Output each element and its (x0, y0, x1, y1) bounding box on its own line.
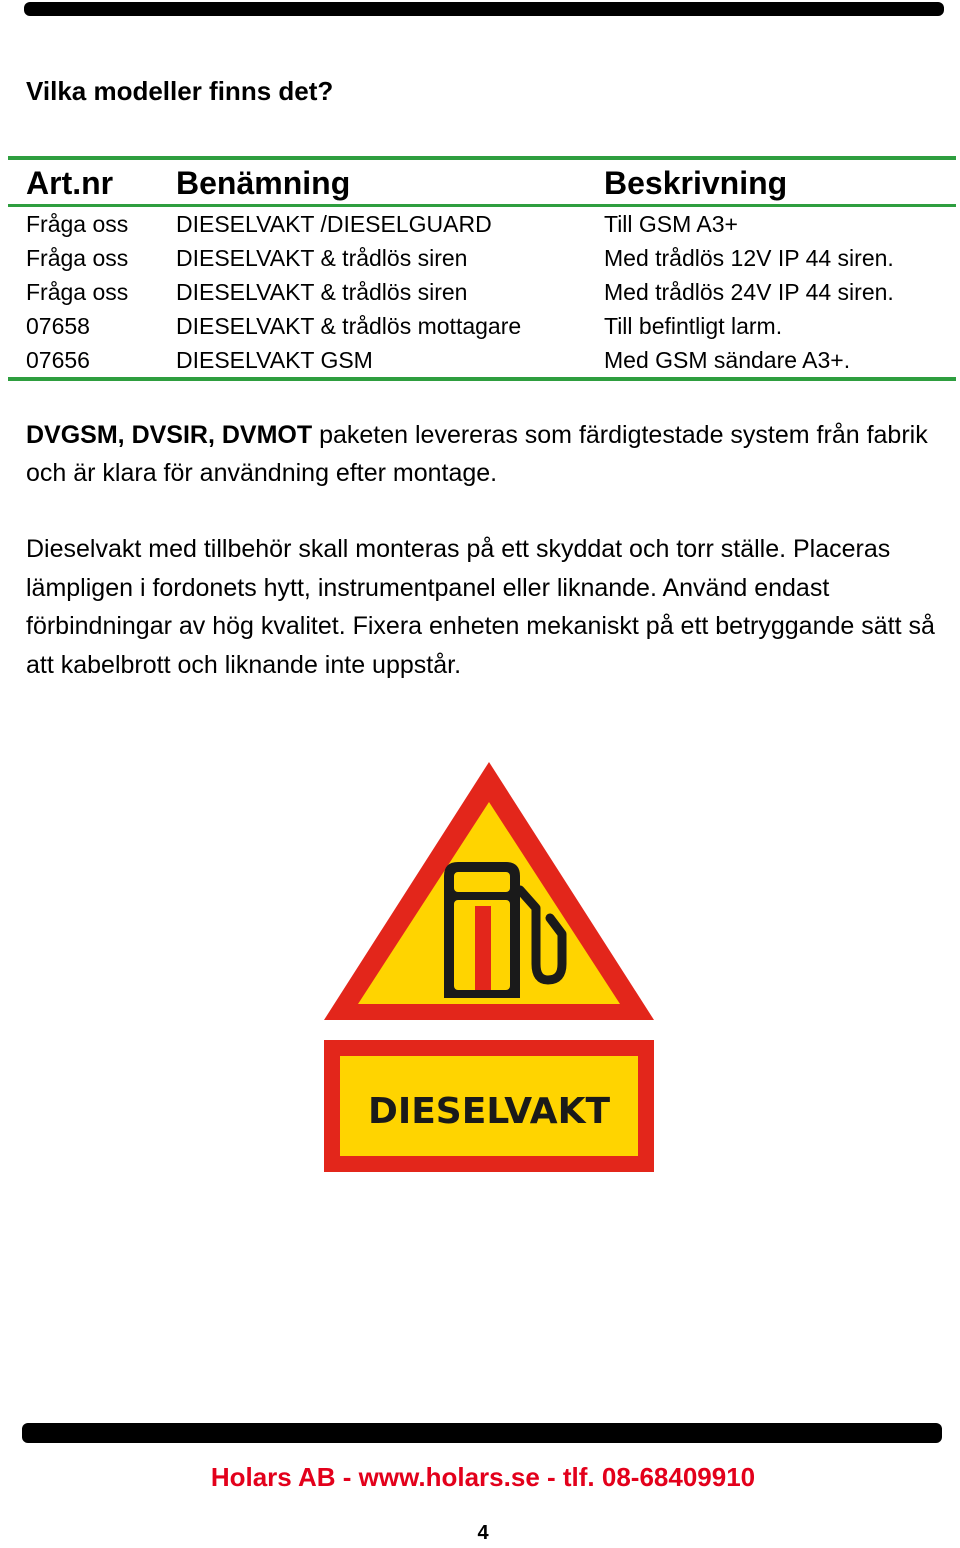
cell-beskrivning: Till GSM A3+ (604, 210, 738, 237)
sign-label: DIESELVAKT (367, 1091, 611, 1132)
cell-beskrivning: Med trådlös 12V IP 44 siren. (604, 244, 894, 271)
column-header-beskrivning: Beskrivning (604, 164, 788, 201)
cell-benamning: DIESELVAKT GSM (176, 346, 373, 373)
cell-beskrivning: Med trådlös 24V IP 44 siren. (604, 278, 894, 305)
delivery-text: paketen levereras som färdigtestade system från fabrik och är klara för användning efter montage. (26, 421, 928, 487)
table-row (8, 275, 956, 309)
package-names: DVGSM, DVSIR, DVMOT (26, 421, 313, 449)
cell-benamning: DIESELVAKT & trådlös siren (176, 278, 468, 305)
column-header-art-nr: Art.nr (26, 164, 114, 201)
delivery-paragraph (26, 416, 946, 492)
page-number: 4 (477, 1522, 489, 1544)
top-divider-bar (24, 2, 944, 16)
table-row (8, 343, 956, 379)
cell-art-nr: Fråga oss (26, 278, 129, 305)
cell-beskrivning: Till befintligt larm. (604, 312, 783, 339)
cell-art-nr: 07656 (26, 346, 90, 373)
dieselvakt-label-plate (324, 1040, 654, 1172)
models-table (8, 156, 956, 381)
footer-contact: Holars AB - www.holars.se - tlf. 08-68409910 (210, 1462, 756, 1492)
table-row (8, 241, 956, 275)
section-heading: Vilka modeller finns det? (26, 76, 334, 106)
cell-benamning: DIESELVAKT & trådlös mottagare (176, 312, 522, 339)
table-row (8, 309, 956, 343)
table-header-row (8, 158, 956, 206)
bottom-divider-bar (22, 1423, 942, 1443)
cell-art-nr: 07658 (26, 312, 90, 339)
cell-beskrivning: Med GSM sändare A3+. (604, 346, 851, 373)
dieselvakt-warning-sign (322, 758, 656, 1174)
cell-art-nr: Fråga oss (26, 210, 129, 237)
installation-paragraph: Dieselvakt med tillbehör skall monteras på ett skyddat och torr ställe. Placeras lämpligen i fordonets hytt, instrumentpanel eller liknande. Använd endast förbindningar av hög kvalitet. Fixera enheten mekaniskt på ett betryggande sätt så att kabelbrott och liknande inte uppstår. (26, 535, 935, 679)
column-header-benamning: Benämning (176, 164, 351, 201)
cell-benamning: DIESELVAKT /DIESELGUARD (176, 210, 492, 237)
cell-benamning: DIESELVAKT & trådlös siren (176, 244, 468, 271)
table-row (8, 206, 956, 242)
cell-art-nr: Fråga oss (26, 244, 129, 271)
